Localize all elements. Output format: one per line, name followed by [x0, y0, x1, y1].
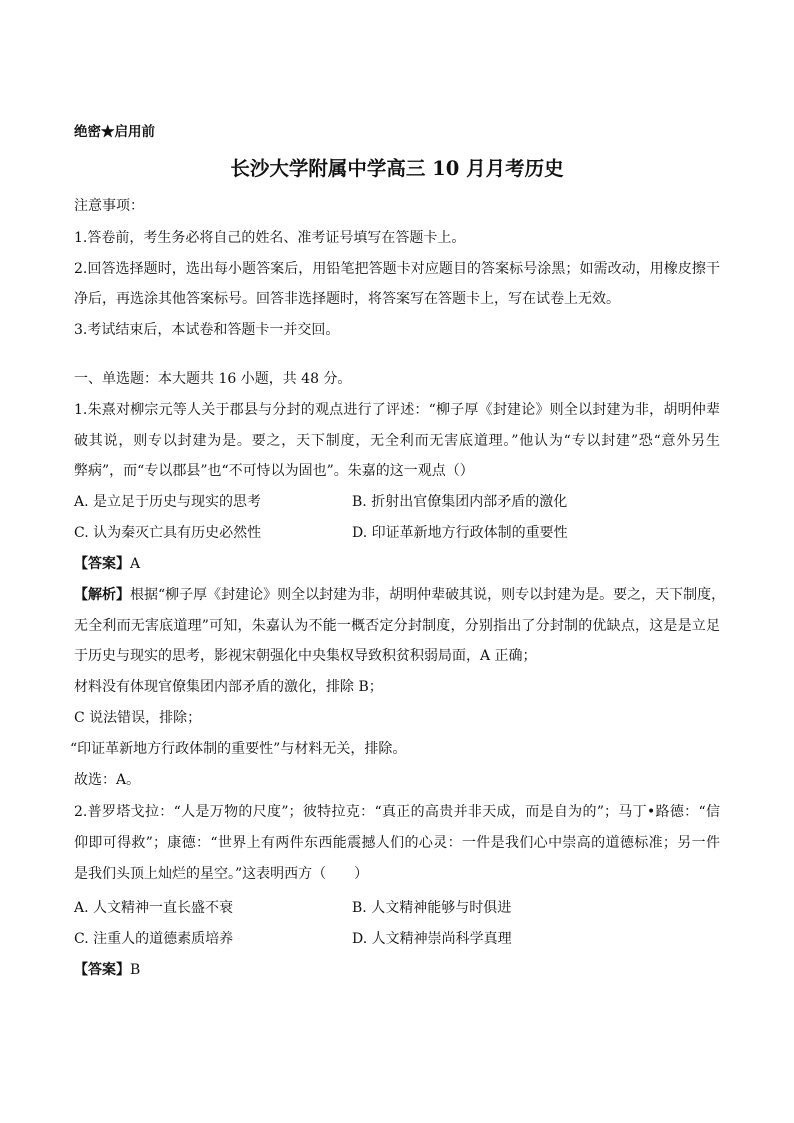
- answer-value: A: [130, 556, 141, 572]
- option-d: D. 人文精神崇尚科学真理: [352, 931, 512, 947]
- option-d: D. 印证革新地方行政体制的重要性: [352, 525, 568, 541]
- section-heading: 一、单选题：本大题共 16 小题，共 48 分。: [74, 371, 352, 387]
- question-stem: 仰即可得救”；康德：“世界上有两件东西能震撼人们的心灵：一件是我们心中崇高的道德标准；另一件: [74, 835, 720, 851]
- answer-line: [74, 554, 140, 574]
- confidential-mark: 绝密★启用前: [74, 124, 155, 140]
- option-a: A. 是立足于历史与现实的思考: [74, 494, 262, 510]
- question-stem: 是我们头顶上灿烂的星空。”这表明西方（ ）: [74, 866, 369, 882]
- option-b: B. 折射出官僚集团内部矛盾的激化: [352, 494, 568, 510]
- answer-line: [74, 960, 140, 980]
- question-stem: 破其说，则专以封建为是。要之，天下制度，无全利而无害底道理。”他认为“专以封建”恐“意外另生: [74, 433, 720, 449]
- analysis-text: 故选：A。: [74, 772, 141, 788]
- notice-item: 3.考试结束后，本试卷和答题卡一并交回。: [74, 322, 340, 338]
- option-c: C. 认为秦灭亡具有历史必然性: [74, 525, 262, 541]
- answer-label: 【答案】: [74, 556, 130, 572]
- analysis-text: 根据“柳子厚《封建论》则全以封建为非，胡明仲辈破其说，则专以封建为是。要之，天下制度，: [130, 587, 726, 603]
- notice-item: 1.答卷前，考生务必将自己的姓名、准考证号填写在答题卡上。: [74, 230, 466, 246]
- option-c: C. 注重人的道德素质培养: [74, 931, 234, 947]
- option-b: B. 人文精神能够与时俱进: [352, 900, 512, 916]
- analysis-line: [74, 585, 726, 605]
- analysis-label: 【解析】: [74, 587, 130, 603]
- analysis-text: 无全利而无害底道理”可知，朱嘉认为不能一概否定分封制度，分别指出了分封制的优缺点，这是是立足: [74, 618, 720, 634]
- question-stem: 1.朱熹对柳宗元等人关于郡县与分封的观点进行了评述：“柳子厚《封建论》则全以封建为非，胡明仲辈: [74, 402, 720, 418]
- answer-label: 【答案】: [74, 962, 130, 978]
- analysis-text: 材料没有体现官僚集团内部矛盾的激化，排除 B；: [74, 679, 383, 695]
- notice-item: 净后，再选涂其他答案标号。回答非选择题时，将答案写在答题卡上，写在试卷上无效。: [74, 291, 620, 307]
- notice-heading: 注意事项：: [74, 198, 144, 214]
- analysis-text: “印证革新地方行政体制的重要性”与材料无关，排除。: [70, 741, 407, 757]
- analysis-text: 于历史与现实的思考，影视宋朝强化中央集权导致积贫积弱局面，A 正确；: [74, 648, 537, 664]
- page-title: 长沙大学附属中学高三 10 月月考历史: [230, 157, 564, 180]
- question-stem: 弊病”，而“专以郡县”也“不可恃以为固也”。朱嘉的这一观点（）: [74, 463, 474, 479]
- option-a: A. 人文精神一直长盛不衰: [74, 900, 234, 916]
- analysis-text: C 说法错误，排除；: [74, 710, 202, 726]
- answer-value: B: [130, 962, 141, 978]
- notice-item: 2.回答选择题时，选出每小题答案后，用铅笔把答题卡对应题目的答案标号涂黑；如需改动，用橡皮擦干: [74, 261, 720, 277]
- question-stem: 2.普罗塔戈拉：“人是万物的尺度”；彼特拉克：“真正的高贵并非天成，而是自为的”；马丁•路德：“信: [74, 804, 720, 820]
